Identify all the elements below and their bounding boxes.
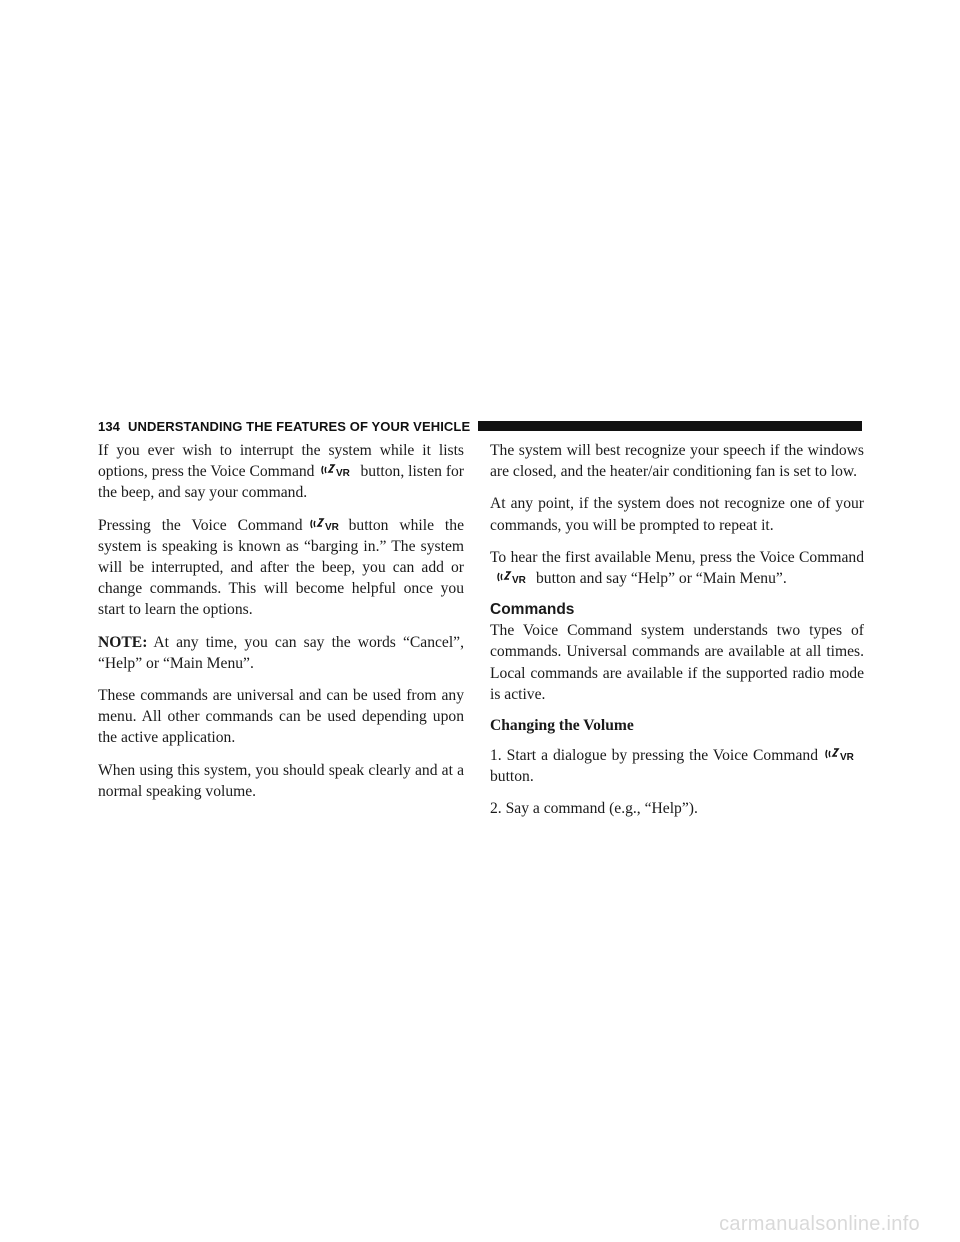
paragraph-recognition: The system will best recognize your speech if the windows are closed, and the heater/air conditioning fan is set to low. xyxy=(490,442,864,481)
voice-command-icon xyxy=(309,516,343,532)
paragraph-interrupt: If you ever wish to interrupt the system while it lists options, press the Voice Command VR button, listen for the beep, and say your command. xyxy=(98,442,464,502)
paragraph-main-menu: To hear the first available Menu, press the Voice Command VR button and say “Help” or “Main Menu”. xyxy=(490,548,864,588)
voice-command-icon xyxy=(320,462,354,478)
page-number: 134 xyxy=(98,418,120,434)
watermark-logo: carmanualsonline.info xyxy=(719,1213,920,1235)
paragraph-universal-commands: These commands are universal and can be used from any menu. All other commands can be used depending upon the active application. xyxy=(98,687,464,747)
section-title: UNDERSTANDING THE FEATURES OF YOUR VEHICLE xyxy=(128,418,471,434)
paragraph-note: NOTE: At any time, you can say the words “Cancel”, “Help” or “Main Menu”. xyxy=(98,633,464,672)
voice-command-icon xyxy=(824,746,858,762)
voice-command-icon xyxy=(496,569,530,585)
paragraph-command-types: The Voice Command system understands two types of commands. Universal commands are available at all times. Local commands are available if the supported radio mode is active. xyxy=(490,622,864,703)
paragraph-barging-in: Pressing the Voice Command VR button while the system is speaking is known as “barging in.” The system will be interrupted, and after the beep, you can add or change commands. This will become helpful once you start to learn the options. xyxy=(98,516,464,619)
svg-text:VR: VR xyxy=(336,468,351,479)
step-1: 1. Start a dialogue by pressing the Voice Command VR button. xyxy=(490,745,864,787)
paragraph-speak-clearly: When using this system, you should speak clearly and at a normal speaking volume. xyxy=(98,761,464,800)
svg-text:VR: VR xyxy=(840,752,854,763)
left-column xyxy=(98,440,464,813)
commands-heading: Commands xyxy=(490,601,575,619)
changing-volume-heading: Changing the Volume xyxy=(490,717,634,735)
header-rule xyxy=(478,421,862,431)
page-header xyxy=(98,417,862,435)
right-column xyxy=(490,440,864,831)
note-label: NOTE: xyxy=(98,633,148,651)
svg-text:VR: VR xyxy=(512,575,526,586)
svg-text:VR: VR xyxy=(324,521,339,532)
step-2: 2. Say a command (e.g., “Help”). xyxy=(490,800,698,818)
paragraph-repeat: At any point, if the system does not recognize one of your commands, you will be prompted to repeat it. xyxy=(490,495,864,534)
